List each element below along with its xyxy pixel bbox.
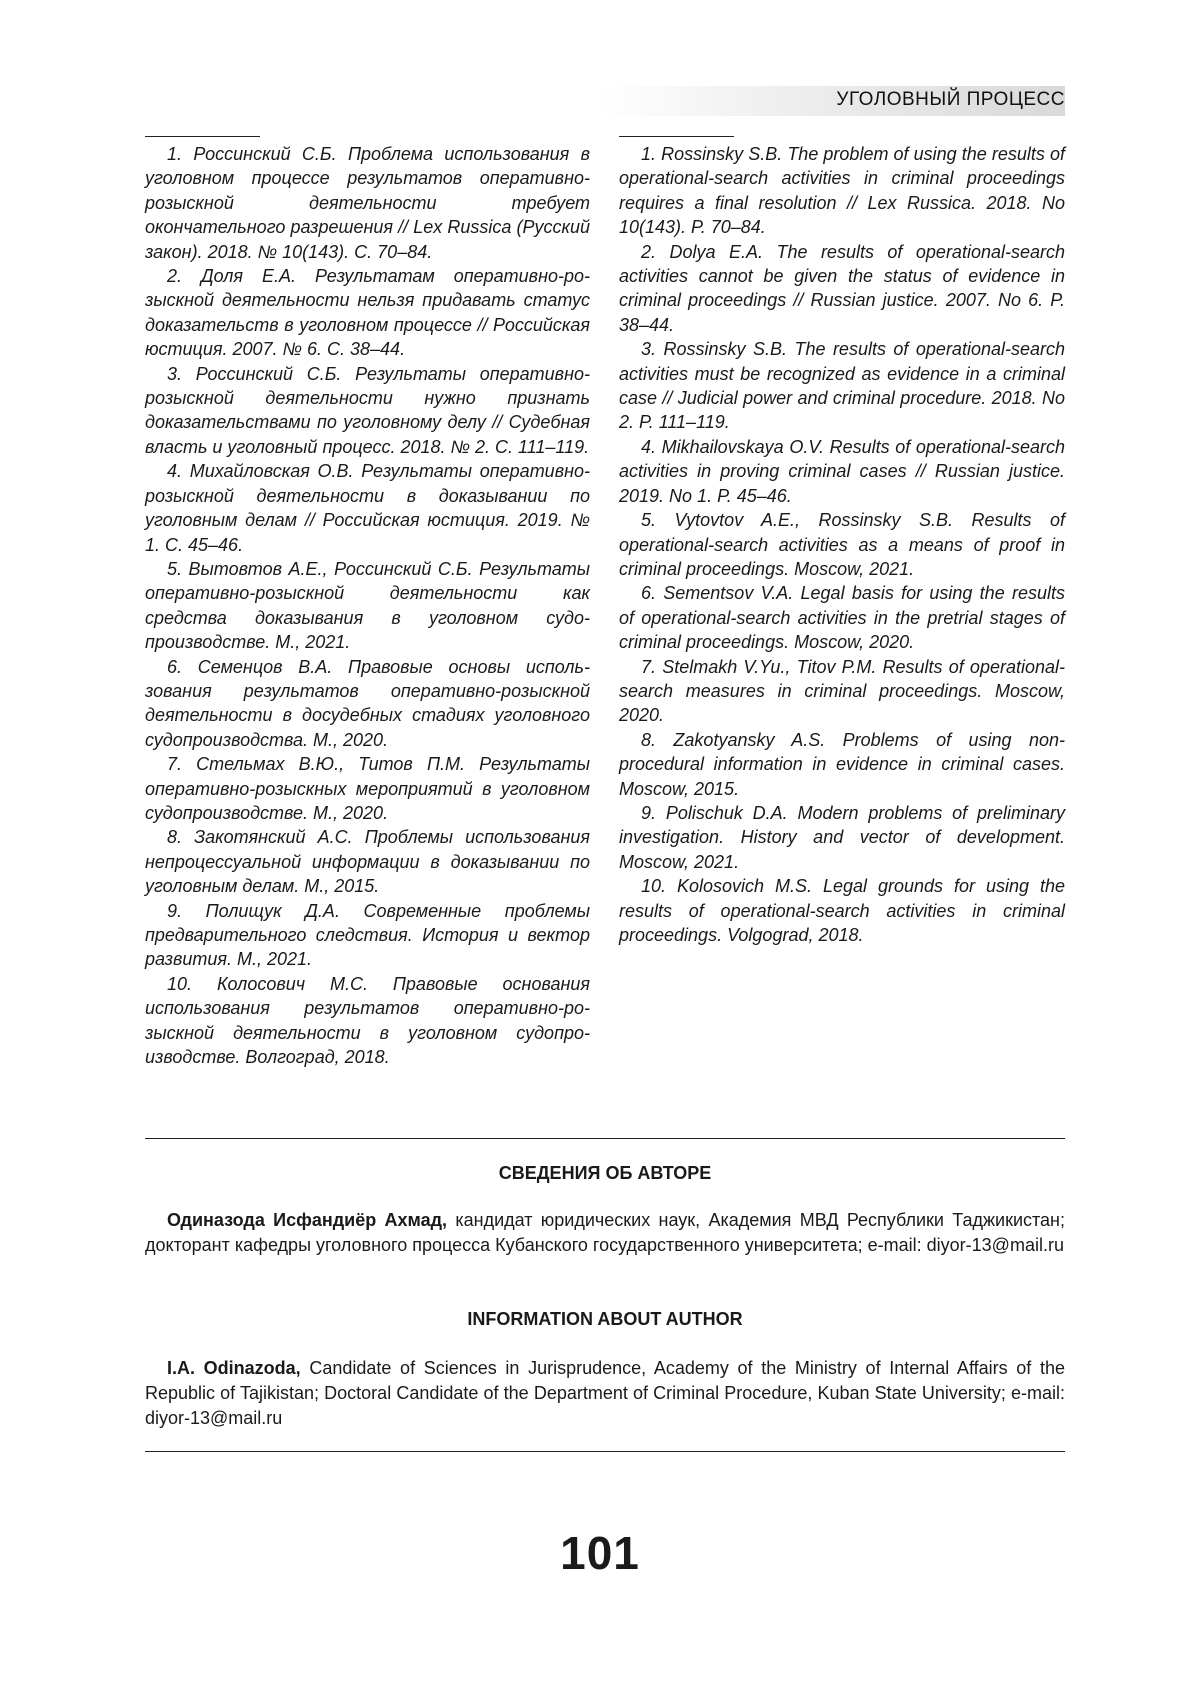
author-info-en xyxy=(145,1356,1065,1431)
author-name-en: I.A. Odinazoda, xyxy=(167,1358,301,1378)
section-divider-bottom xyxy=(145,1451,1065,1452)
reference-item-ru-5: 5. Вытовтов А.Е., Россинский С.Б. Результаты оперативно-розыскной деятельности как средства доказывания в уголовном судопроизводстве. М., 2021. xyxy=(145,558,590,653)
running-header-title: УГОЛОВНЫЙ ПРОЦЕСС xyxy=(836,89,1065,110)
section-divider-top xyxy=(145,1138,1065,1139)
reference-item-en-6: 6. Sementsov V.A. Legal basis for using the results of operational-search activities in the pretrial stages of criminal proceedings. Moscow, 2020. xyxy=(619,583,1065,653)
reference-item-ru-10: 10. Колосович М.С. Правовые основания использования результатов оперативно-розыскной деятельности в уголовном судопроизводстве. Волгоград, 2018. xyxy=(145,973,590,1068)
author-details-en: Candidate of Sciences in Jurisprudence, Academy of the Ministry of Internal Affairs of the Republic of Tajikistan; Doctoral Candidate of the Department of Criminal Procedure, Kuban State University; e-mail: diyor-13@mail.ru xyxy=(145,1358,1065,1428)
reference-item-en-7: 7. Stelmakh V.Yu., Titov P.M. Results of operational-search measures in criminal proceedings. Moscow, 2020. xyxy=(619,656,1065,726)
reference-item-en-5: 5. Vytovtov A.E., Rossinsky S.B. Results of operational-search activities as a means of proof in criminal proceedings. Moscow, 2021. xyxy=(619,510,1065,579)
author-heading-ru: СВЕДЕНИЯ ОБ АВТОРЕ xyxy=(498,1163,712,1183)
reference-item-en-3: 3. Rossinsky S.B. The results of operational-search activities must be recognized as evidence in a criminal case // Judicial power and criminal procedure. 2018. No 2. P. 111–119. xyxy=(619,339,1065,433)
page-number: 101 xyxy=(560,1527,640,1579)
reference-item-en-4: 4. Mikhailovskaya O.V. Results of operational-search activities in proving criminal cases // Russian justice. 2019. No 1. P. 45–46. xyxy=(619,436,1065,506)
reference-item-en-9: 9. Polischuk D.A. Modern problems of preliminary investigation. History and vector of development. Moscow, 2021. xyxy=(619,802,1065,872)
references-separator-rule xyxy=(145,136,260,137)
reference-item-en-2: 2. Dolya E.A. The results of operational-search activities cannot be given the status of evidence in criminal proceedings // Russian justice. 2007. No 6. P. 38–44. xyxy=(619,241,1065,335)
references-russian-column xyxy=(145,136,590,1069)
references-english-column xyxy=(619,136,1065,947)
author-heading-en: INFORMATION ABOUT AUTHOR xyxy=(467,1309,743,1329)
reference-item-en-8: 8. Zakotyansky A.S. Problems of using nonprocedural information in evidence in criminal cases. Moscow, 2015. xyxy=(619,729,1065,799)
reference-item-ru-6: 6. Семенцов В.А. Правовые основы использования результатов оперативно-розыскной деятельности в досудебных стадиях уголовного судопроизводства. М., 2020. xyxy=(145,656,590,750)
author-info-ru xyxy=(145,1208,1065,1258)
author-details-ru: кандидат юридических наук, Академия МВД Республики Таджикистан; докторант кафедры уголовного процесса Кубанского государственного университета; e-mail: diyor-13@mail.ru xyxy=(145,1210,1065,1255)
author-name-ru: Одиназода Исфандиёр Ахмад, xyxy=(167,1210,448,1230)
reference-item-ru-7: 7. Стельмах В.Ю., Титов П.М. Результаты оперативно-розыскных мероприятий в уголовном судопроизводстве. М., 2020. xyxy=(145,754,590,823)
reference-item-ru-4: 4. Михайловская О.В. Результаты оперативно-розыскной деятельности в доказывании по уголовным делам // Российская юстиция. 2019. № 1. С. 45–46. xyxy=(145,461,590,555)
reference-item-ru-8: 8. Закотянский А.С. Проблемы использования непроцессуальной информации в доказывании по уголовным делам. М., 2015. xyxy=(145,827,590,897)
reference-item-ru-9: 9. Полищук Д.А. Современные проблемы предварительного следствия. История и вектор развития. М., 2021. xyxy=(145,900,590,970)
reference-item-ru-3: 3. Россинский С.Б. Результаты оперативно-розыскной деятельности нужно признать доказательствами по уголовному делу // Судебная власть и уголовный процесс. 2018. № 2. С. 111–119. xyxy=(145,363,590,457)
reference-item-ru-2: 2. Доля Е.А. Результатам оперативно-розыскной деятельности нельзя придавать статус доказательств в уголовном процессе // Российская юстиция. 2007. № 6. С. 38–44. xyxy=(145,266,590,360)
reference-item-ru-1: 1. Россинский С.Б. Проблема использования в уголовном процессе результатов оперативно-розыскной деятельности требует окончательного разрешения // Lex Russica (Русский закон). 2018. № 10(143). С. 70–84. xyxy=(145,144,590,262)
references-separator-rule xyxy=(619,136,734,137)
reference-item-en-1: 1. Rossinsky S.B. The problem of using the results of operational-search activities in criminal proceedings requires a final resolution // Lex Russica. 2018. No 10(143). P. 70–84. xyxy=(619,144,1065,238)
reference-item-en-10: 10. Kolosovich M.S. Legal grounds for using the results of operational-search activities in criminal proceedings. Volgograd, 2018. xyxy=(619,876,1065,945)
